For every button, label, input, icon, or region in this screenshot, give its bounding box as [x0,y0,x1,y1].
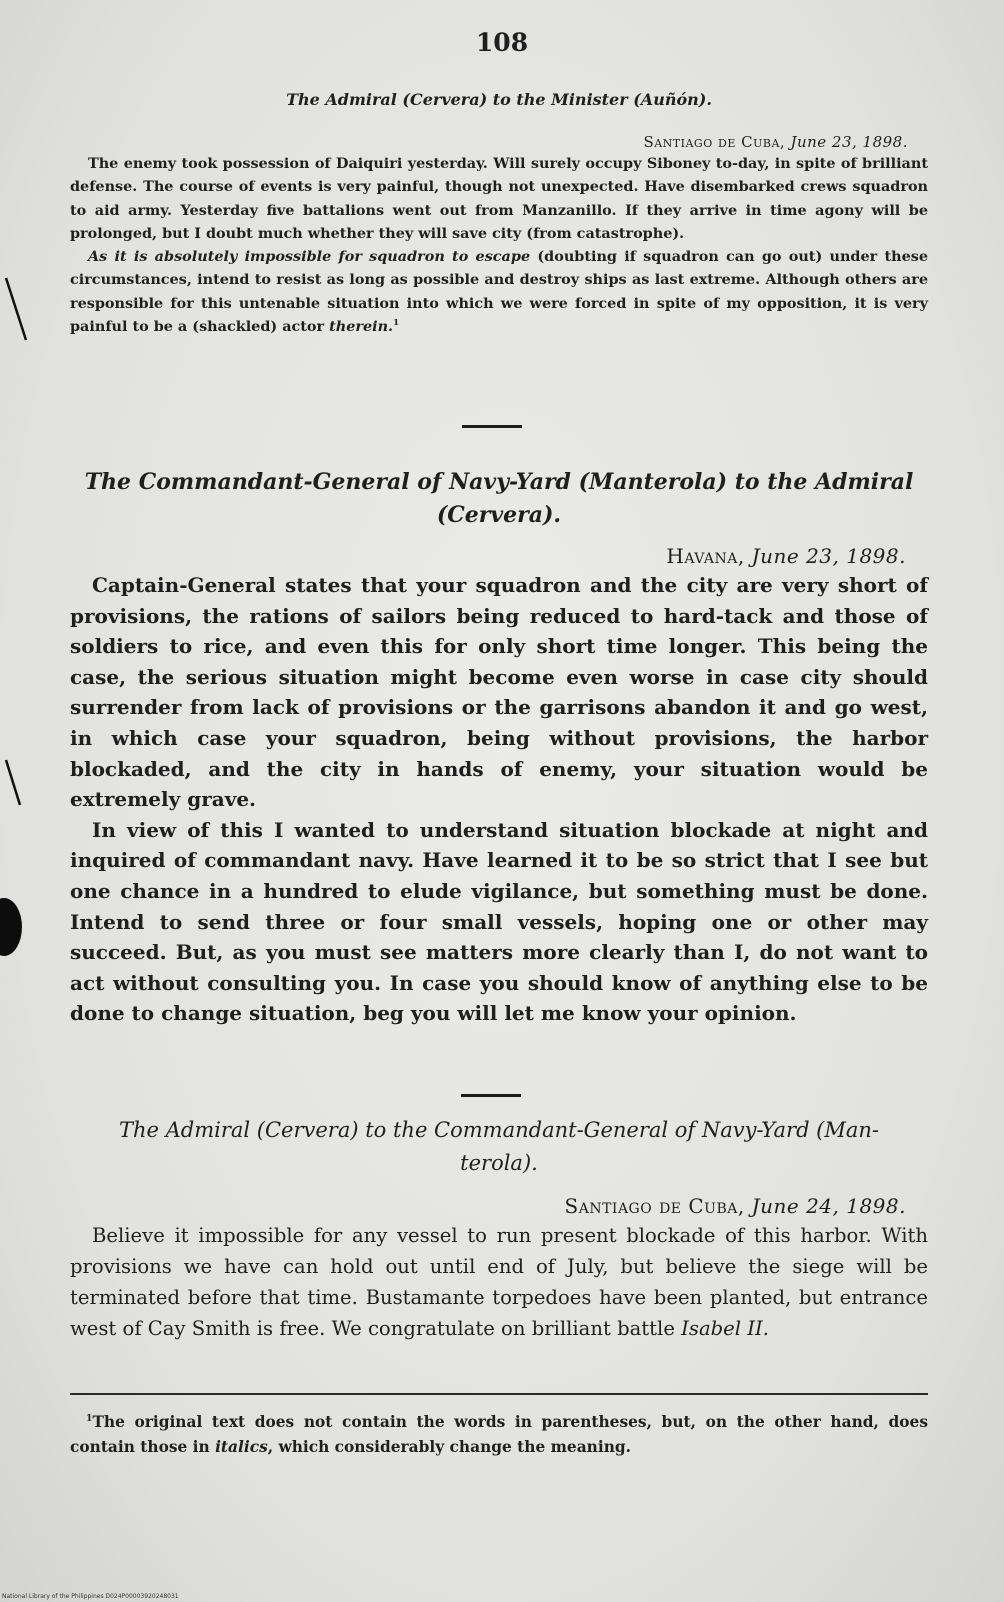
letter-paragraph: The enemy took possession of Daiquiri yesterday. Will surely occupy Siboney to-day, in spite of brilliant defense. The course of events is very painful, though not unexpected. Have disembarked crews squadron to aid army. Yesterday five battalions went out from Manzanillo. If they arrive in time agony will be prolonged, but I doubt much whether they will save city (from catastrophe). [70,155,928,242]
footnote-text: , which considerably change the meaning. [267,1438,632,1456]
dateline-place: Santiago de Cuba, [643,133,786,151]
letter-heading [70,1114,928,1180]
dateline-date: June 24, 1898. [751,1194,906,1218]
footnote-rule [70,1393,928,1395]
heading-line: terola). [460,1151,538,1175]
margin-stroke [6,278,26,340]
letter-paragraph [70,245,928,338]
paragraph-text: Believe it impossible for any vessel to run present blockade of this harbor. With provisions we have can hold out until end of July, but believe the siege will be terminated before that time. Bustamante torpedoes have been planted, but entrance west of Cay Smith is free. We congratulate on brilliant battle [70,1224,928,1340]
heading-line: (Cervera). [436,502,562,528]
bottom-credit: National Library of the Philippines D024P00003920248031 [2,1593,179,1600]
letter-cervera-to-manterola [70,1114,928,1344]
dateline-date: June 23, 1898. [751,544,906,568]
letter-paragraph: Captain-General states that your squadron and the city are very short of provisions, the rations of sailors being reduced to hard-tack and those of soldiers to rice, and even this for only short time longer. This being the case, the serious situation might become even worse in case city should surrender from lack of provisions or the garrisons abandon it and go west, in which case your squadron, being without provisions, the harbor blockaded, and the city in hands of enemy, your situation would be extremely grave. [70,573,928,812]
footnote-text: The original text does not contain the words in parentheses, but, on the other hand, does contain those in [70,1413,928,1456]
paragraph-text: (doubting if squadron can go out) under these circumstances, intend to resist as long as possible and destroy ships as last extreme. Although others are responsible for this untenable situation into which we were forced in spite of my opposition, it is very painful to be a (shackled) actor [70,248,928,336]
letter-heading [70,466,928,532]
margin-stroke [6,760,20,805]
dateline-place: Santiago de Cuba, [564,1194,745,1218]
heading-line: The Admiral (Cervera) to the Commandant-General of Navy-Yard (Man- [118,1118,880,1142]
italic-phrase: As it is absolutely impossible for squadron to escape [88,248,531,266]
footnote-reference: 1 [393,318,400,329]
footnote-marker: 1 [86,1412,93,1424]
heading-line: The Commandant-General of Navy-Yard (Manterola) to the Admiral [84,469,914,495]
footnote [70,1410,928,1460]
punch-hole-shadow [0,898,22,956]
section-divider [462,425,522,428]
italic-phrase: therein. [329,318,394,336]
letter-heading: The Admiral (Cervera) to the Minister (Auñón). [286,90,712,109]
dateline [70,133,928,151]
dateline-place: Havana, [666,544,745,568]
letter-cervera-to-aunon [70,90,928,338]
section-divider [461,1094,521,1097]
page-number: 108 [475,28,529,57]
dateline-date: June 23, 1898. [790,133,908,151]
dateline [70,1194,928,1218]
scan-margin-marks [0,260,40,880]
italic-phrase: Isabel II. [681,1317,769,1340]
letter-paragraph [70,1220,928,1344]
italic-phrase: italics [215,1438,268,1456]
letter-paragraph: In view of this I wanted to understand situation blockade at night and inquired of commandant navy. Have learned it to be so strict that I see but one chance in a hundred to elude vigilance, but something must be done. Intend to send three or four small vessels, hoping one or other may succeed. But, as you must see matters more clearly than I, do not want to act without consulting you. In case you should know of anything else to be done to change situation, beg you will let me know your opinion. [70,817,928,1026]
letter-manterola-to-cervera [70,466,928,1029]
dateline [70,544,928,568]
